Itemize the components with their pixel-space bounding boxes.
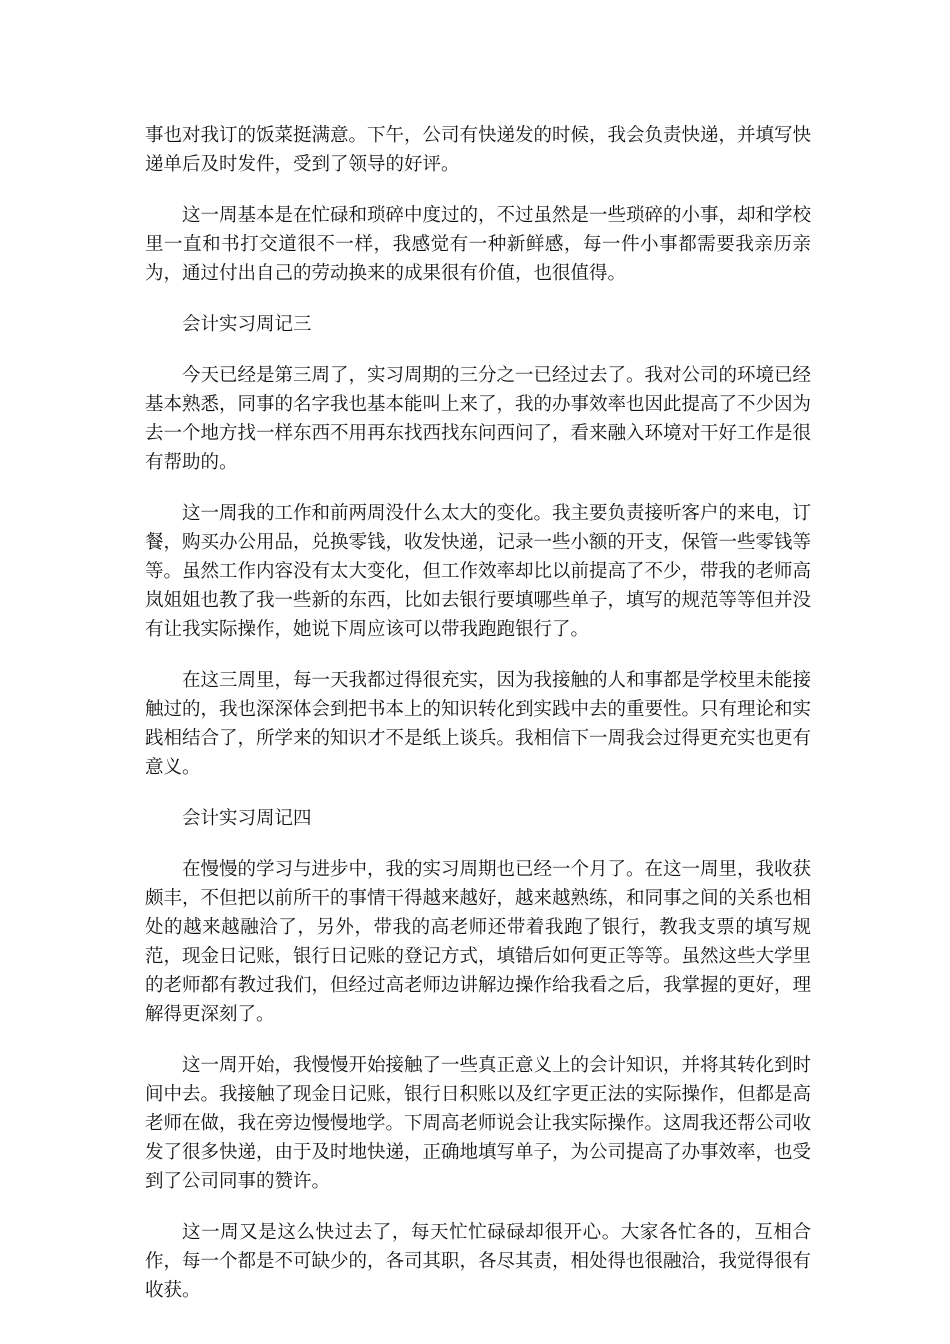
paragraph: 这一周我的工作和前两周没什么太大的变化。我主要负责接听客户的来电，订餐，购买办公用品，兑换零钱，收发快递，记录一些小额的开支，保管一些零钱等等。虽然工作内容没有太大变化，但工作效率却比以前提高了不少，带我的老师高岚姐姐也教了我一些新的东西，比如去银行要填哪些单子，填写的规范等等但并没有让我实际操作，她说下周应该可以带我跑跑银行了。 bbox=[145, 503, 812, 640]
document-body bbox=[145, 121, 811, 1327]
paragraph: 这一周开始，我慢慢开始接触了一些真正意义上的会计知识，并将其转化到时间中去。我接触了现金日记账，银行日积账以及红字更正法的实际操作，但都是高老师在做，我在旁边慢慢地学。下周高老师说会让我实际操作。这周我还帮公司收发了很多快递，由于及时地快递，正确地填写单子，为公司提高了办事效率，也受到了公司同事的赞许。 bbox=[145, 1055, 812, 1192]
paragraph: 今天已经是第三周了，实习周期的三分之一已经过去了。我对公司的环境已经基本熟悉，同事的名字我也基本能叫上来了，我的办事效率也因此提高了不少因为去一个地方找一样东西不用再东找西找东问西问了，看来融入环境对干好工作是很有帮助的。 bbox=[145, 365, 812, 473]
paragraph: 事也对我订的饭菜挺满意。下午，公司有快递发的时候，我会负责快递，并填写快递单后及时发件，受到了领导的好评。 bbox=[145, 125, 812, 175]
paragraph: 在慢慢的学习与进步中，我的实习周期也已经一个月了。在这一周里，我收获颇丰，不但把以前所干的事情干得越来越好，越来越熟练，和同事之间的关系也相处的越来越融洽了，另外，带我的高老师还带着我跑了银行，教我支票的填写规范，现金日记账，银行日记账的登记方式，填错后如何更正等等。虽然这些大学里的老师都有教过我们，但经过高老师边讲解边操作给我看之后，我掌握的更好，理解得更深刻了。 bbox=[145, 859, 812, 1025]
paragraph: 在这三周里，每一天我都过得很充实，因为我接触的人和事都是学校里未能接触过的，我也深深体会到把书本上的知识转化到实践中去的重要性。只有理论和实践相结合了，所学来的知识才不是纸上谈兵。我相信下一周我会过得更充实也更有意义。 bbox=[145, 670, 812, 778]
section-heading-week-three: 会计实习周记三 bbox=[182, 314, 312, 335]
paragraph: 这一周基本是在忙碌和琐碎中度过的，不过虽然是一些琐碎的小事，却和学校里一直和书打交道很不一样，我感觉有一种新鲜感，每一件小事都需要我亲历亲为，通过付出自己的劳动换来的成果很有价值，也很值得。 bbox=[145, 205, 812, 284]
paragraph: 这一周又是这么快过去了，每天忙忙碌碌却很开心。大家各忙各的，互相合作，每一个都是不可缺少的，各司其职，各尽其责，相处得也很融洽，我觉得很有收获。 bbox=[145, 1222, 812, 1301]
section-heading-week-four: 会计实习周记四 bbox=[182, 808, 312, 829]
